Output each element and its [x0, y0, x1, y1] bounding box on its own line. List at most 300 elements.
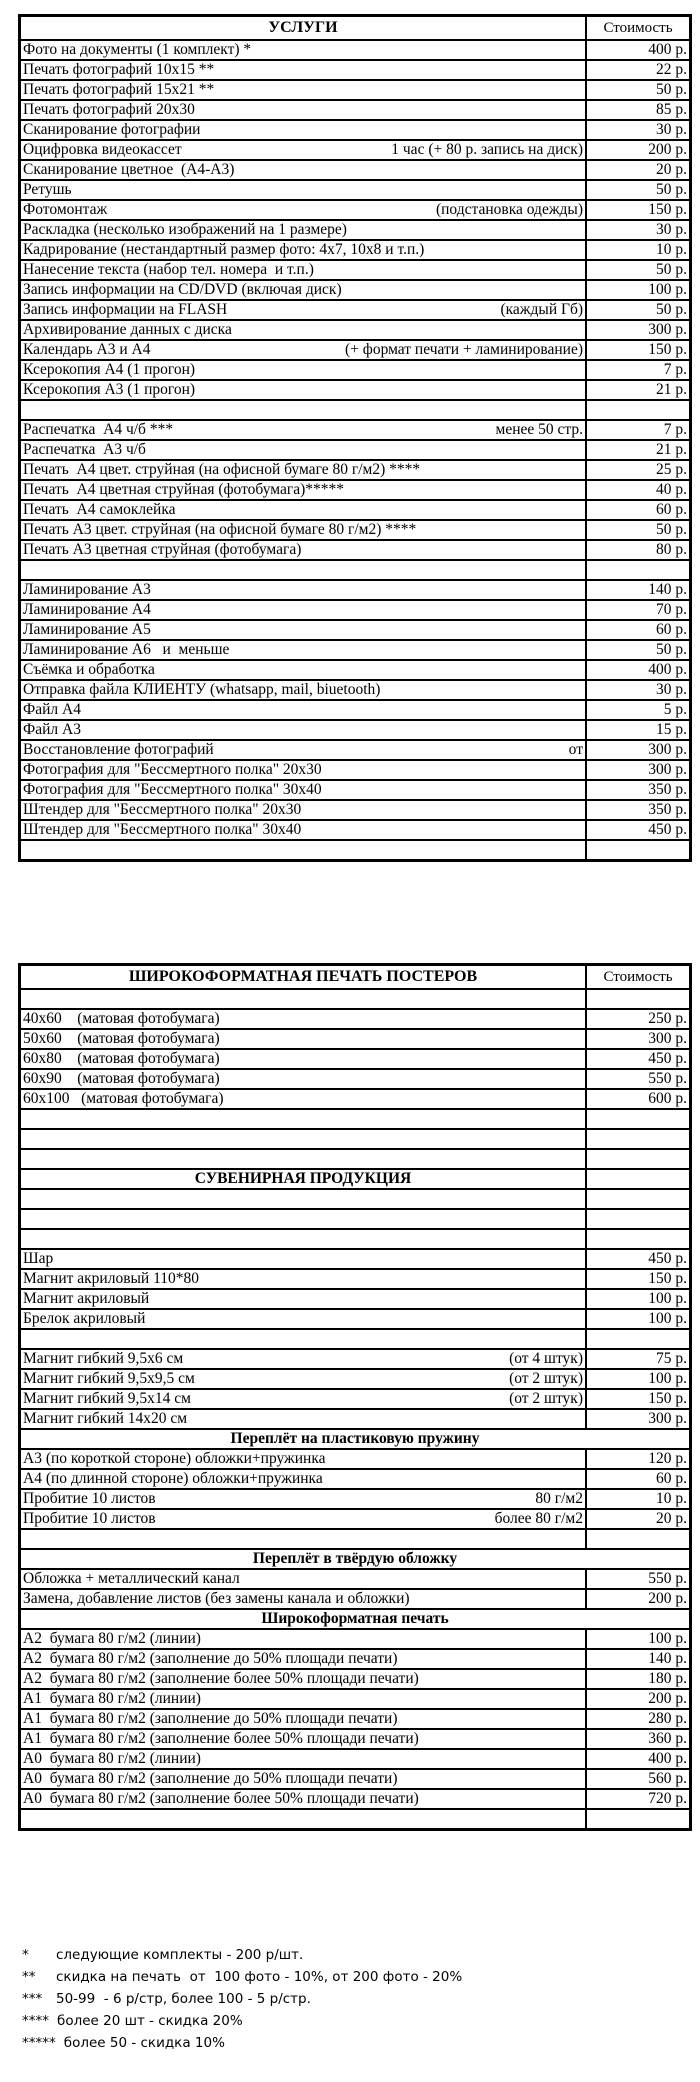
- table-row: [20, 1749, 691, 1769]
- table-row: [20, 340, 691, 360]
- table-row: [20, 80, 691, 100]
- footnote-text: более 50 - скидка 10%: [63, 2035, 225, 2051]
- table-row: [20, 1669, 691, 1689]
- table-row: [20, 540, 691, 560]
- service-name: Отправка файла КЛИЕНТУ (whatsapp, mail, biuetooth): [23, 681, 381, 698]
- service-name: Ламинирование А3: [23, 581, 151, 598]
- footnote: [22, 1988, 462, 2010]
- footnote-mark: *****: [22, 2035, 56, 2051]
- price-cell: 180 р.: [586, 1669, 691, 1689]
- service-name: Сканирование цветное (А4-А3): [23, 161, 235, 178]
- price-cell: 300 р.: [586, 740, 691, 760]
- table-row: [20, 480, 691, 500]
- price-cell: 280 р.: [586, 1709, 691, 1729]
- service-name: Календарь А3 и А4: [23, 341, 151, 358]
- service-name: Шар: [23, 1250, 54, 1267]
- service-name: Ксерокопия А3 (1 прогон): [23, 381, 196, 398]
- price-cell: 80 р.: [586, 540, 691, 560]
- price-cell: 450 р.: [586, 1249, 691, 1269]
- service-name-cell: [20, 1509, 587, 1529]
- service-name: А1 бумага 80 г/м2 (заполнение более 50% площади печати): [23, 1730, 419, 1747]
- service-name-cell: [20, 300, 587, 320]
- service-name: Печать фотографий 10x15 **: [23, 61, 215, 78]
- price-cell: 30 р.: [586, 680, 691, 700]
- service-name-cell: [20, 1649, 587, 1669]
- table-row: [20, 380, 691, 400]
- service-name-cell: [20, 1489, 587, 1509]
- service-name-cell: [20, 1749, 587, 1769]
- service-name-cell: [20, 1709, 587, 1729]
- table-row: [20, 1469, 691, 1489]
- price-cell: 100 р.: [586, 1309, 691, 1329]
- service-name-cell: [20, 280, 587, 300]
- service-name-cell: [20, 520, 587, 540]
- table-row: [20, 120, 691, 140]
- service-name: Печать А4 цветная струйная (фотобумага)*****: [23, 481, 344, 498]
- price-cell: [586, 1189, 691, 1209]
- cost-column-header: Стоимость: [586, 965, 691, 990]
- footnote-text: 50-99 - 6 р/стр, более 100 - 5 р/стр.: [56, 1991, 311, 2007]
- service-name-cell: [20, 480, 587, 500]
- service-name-cell: [20, 1769, 587, 1789]
- service-name-cell: [20, 1109, 587, 1129]
- service-name-cell: [20, 800, 587, 820]
- price-cell: 350 р.: [586, 800, 691, 820]
- service-note: 1 час (+ 80 р. запись на диск): [391, 141, 583, 158]
- table-row: [20, 360, 691, 380]
- empty-row: [20, 560, 691, 580]
- price-cell: [586, 1169, 691, 1189]
- price-cell: 120 р.: [586, 1449, 691, 1469]
- service-name: А2 бумага 80 г/м2 (заполнение до 50% площади печати): [23, 1650, 398, 1667]
- table-row: [20, 40, 691, 60]
- service-name: Штендер для "Бессмертного полка" 30х40: [23, 821, 302, 838]
- service-name-cell: [20, 60, 587, 80]
- price-cell: 50 р.: [586, 520, 691, 540]
- table-row: [20, 1489, 691, 1509]
- subsection-title: СУВЕНИРНАЯ ПРОДУКЦИЯ: [20, 1169, 587, 1189]
- table-row: [20, 200, 691, 220]
- service-name-cell: [20, 1129, 587, 1149]
- table-row: [20, 260, 691, 280]
- footnote: [22, 2010, 462, 2032]
- service-name-cell: [20, 660, 587, 680]
- footnote-text: скидка на печать от 100 фото - 10%, от 200 фото - 20%: [56, 1969, 463, 1985]
- table-row: [20, 1789, 691, 1809]
- service-name-cell: [20, 1269, 587, 1289]
- table-row: [20, 140, 691, 160]
- table-row: [20, 1729, 691, 1749]
- table-row: [20, 440, 691, 460]
- service-name-cell: [20, 680, 587, 700]
- service-name: Печать А3 цвет. струйная (на офисной бумаге 80 г/м2) ****: [23, 521, 417, 538]
- service-name-cell: [20, 400, 587, 420]
- price-cell: 300 р.: [586, 1029, 691, 1049]
- price-cell: 5 р.: [586, 700, 691, 720]
- service-name-cell: [20, 1449, 587, 1469]
- service-name: Фотография для "Бессмертного полка" 20х30: [23, 761, 322, 778]
- price-cell: 20 р.: [586, 160, 691, 180]
- price-cell: 60 р.: [586, 500, 691, 520]
- service-name: Ламинирование А4: [23, 601, 151, 618]
- empty-row: [20, 989, 691, 1009]
- service-name: Печать фотографий 15x21 **: [23, 81, 215, 98]
- table-row: [20, 700, 691, 720]
- price-cell: [586, 1209, 691, 1229]
- table-row: [20, 660, 691, 680]
- service-name: Запись информации на FLASH: [23, 301, 228, 318]
- service-name-cell: [20, 989, 587, 1009]
- footnote-mark: ***: [22, 1991, 43, 2007]
- service-name-cell: [20, 200, 587, 220]
- service-name: Печать А4 самоклейка: [23, 501, 176, 518]
- table-row: [20, 1009, 691, 1029]
- price-cell: 300 р.: [586, 760, 691, 780]
- price-cell: [586, 1109, 691, 1129]
- price-cell: 350 р.: [586, 780, 691, 800]
- service-name-cell: [20, 80, 587, 100]
- service-name-cell: [20, 100, 587, 120]
- price-cell: [586, 840, 691, 861]
- service-name: Нанесение текста (набор тел. номера и т.п.): [23, 261, 314, 278]
- service-name: Магнит гибкий 9,5х14 см: [23, 1390, 191, 1407]
- service-name: Ламинирование А6 и меньше: [23, 641, 230, 658]
- table-row: [20, 420, 691, 440]
- empty-row: [20, 1129, 691, 1149]
- service-name-cell: [20, 1249, 587, 1269]
- service-name-cell: [20, 1069, 587, 1089]
- service-name-cell: [20, 1409, 587, 1429]
- service-name-cell: [20, 420, 587, 440]
- service-name-cell: [20, 1729, 587, 1749]
- price-cell: 10 р.: [586, 1489, 691, 1509]
- service-name-cell: [20, 1329, 587, 1349]
- price-cell: 450 р.: [586, 1049, 691, 1069]
- price-cell: 140 р.: [586, 580, 691, 600]
- service-name-cell: [20, 1689, 587, 1709]
- price-cell: 150 р.: [586, 1389, 691, 1409]
- service-name: Магнит акриловый: [23, 1290, 150, 1307]
- price-cell: 21 р.: [586, 380, 691, 400]
- empty-row: [20, 1229, 691, 1249]
- price-cell: 30 р.: [586, 220, 691, 240]
- service-name: 60x80 (матовая фотобумага): [23, 1050, 220, 1067]
- posters-title: ШИРОКОФОРМАТНАЯ ПЕЧАТЬ ПОСТЕРОВ: [20, 965, 587, 990]
- price-cell: 300 р.: [586, 320, 691, 340]
- service-note: (+ формат печати + ламинирование): [345, 341, 583, 358]
- service-name-cell: [20, 780, 587, 800]
- table-row: [20, 1649, 691, 1669]
- price-cell: 150 р.: [586, 340, 691, 360]
- table-row: [20, 1409, 691, 1429]
- service-name: Печать А4 цвет. струйная (на офисной бумаге 80 г/м2) ****: [23, 461, 421, 478]
- service-name: Архивирование данных с диска: [23, 321, 232, 338]
- table-row: [20, 740, 691, 760]
- table-row: [20, 1589, 691, 1609]
- service-name-cell: [20, 1469, 587, 1489]
- service-name: Магнит гибкий 9,5х6 см: [23, 1350, 184, 1367]
- service-name: А3 (по короткой стороне) обложки+пружинка: [23, 1450, 326, 1467]
- table-row: [20, 1249, 691, 1269]
- price-cell: 15 р.: [586, 720, 691, 740]
- service-name-cell: [20, 1009, 587, 1029]
- service-name-cell: [20, 1289, 587, 1309]
- empty-row: [20, 840, 691, 861]
- price-cell: 10 р.: [586, 240, 691, 260]
- service-name: Ламинирование А5: [23, 621, 151, 638]
- service-name-cell: [20, 740, 587, 760]
- price-cell: 25 р.: [586, 460, 691, 480]
- empty-row: [20, 1329, 691, 1349]
- footnote-text: более 20 шт - скидка 20%: [57, 2013, 243, 2029]
- section-header-row: [20, 1609, 691, 1629]
- service-name: Обложка + металлический канал: [23, 1570, 240, 1587]
- service-name-cell: [20, 640, 587, 660]
- service-name: 60x90 (матовая фотобумага): [23, 1070, 220, 1087]
- service-name: 40x60 (матовая фотобумага): [23, 1010, 220, 1027]
- service-name-cell: [20, 380, 587, 400]
- price-cell: 50 р.: [586, 180, 691, 200]
- table-row: [20, 1369, 691, 1389]
- service-name-cell: [20, 700, 587, 720]
- service-name: Фото на документы (1 комплект) *: [23, 41, 252, 58]
- service-name: Пробитие 10 листов: [23, 1510, 156, 1527]
- table-header-row: [20, 16, 691, 41]
- price-cell: [586, 1529, 691, 1549]
- table-row: [20, 780, 691, 800]
- service-name-cell: [20, 340, 587, 360]
- service-name-cell: [20, 220, 587, 240]
- table-row: [20, 720, 691, 740]
- price-cell: 75 р.: [586, 1349, 691, 1369]
- price-cell: 100 р.: [586, 1289, 691, 1309]
- service-name-cell: [20, 1809, 587, 1830]
- service-name: Распечатка А3 ч/б: [23, 441, 146, 458]
- empty-row: [20, 1209, 691, 1229]
- empty-row: [20, 1809, 691, 1830]
- price-cell: 100 р.: [586, 1369, 691, 1389]
- subsection-header-row: [20, 1169, 691, 1189]
- table-row: [20, 500, 691, 520]
- price-cell: 140 р.: [586, 1649, 691, 1669]
- empty-row: [20, 400, 691, 420]
- footnote-mark: *: [22, 1947, 29, 1963]
- table-header-row: [20, 965, 691, 990]
- price-cell: 450 р.: [586, 820, 691, 840]
- table-row: [20, 1049, 691, 1069]
- price-cell: 40 р.: [586, 480, 691, 500]
- table-row: [20, 640, 691, 660]
- table-row: [20, 520, 691, 540]
- service-name-cell: [20, 440, 587, 460]
- service-name: Пробитие 10 листов: [23, 1490, 156, 1507]
- service-name-cell: [20, 1029, 587, 1049]
- section-header-row: [20, 1549, 691, 1569]
- price-cell: 360 р.: [586, 1729, 691, 1749]
- section-title: Переплёт в твёрдую обложку: [20, 1549, 691, 1569]
- service-note: более 80 г/м2: [494, 1510, 583, 1527]
- service-name-cell: [20, 560, 587, 580]
- table-row: [20, 160, 691, 180]
- price-cell: 50 р.: [586, 640, 691, 660]
- price-cell: 200 р.: [586, 140, 691, 160]
- service-name-cell: [20, 1149, 587, 1169]
- price-cell: 560 р.: [586, 1769, 691, 1789]
- price-cell: [586, 1229, 691, 1249]
- price-cell: [586, 989, 691, 1009]
- service-name-cell: [20, 620, 587, 640]
- service-name-cell: [20, 1049, 587, 1069]
- price-cell: 100 р.: [586, 280, 691, 300]
- service-name: Файл А3: [23, 721, 81, 738]
- price-cell: 7 р.: [586, 420, 691, 440]
- service-name: Штендер для "Бессмертного полка" 20х30: [23, 801, 302, 818]
- service-name-cell: [20, 460, 587, 480]
- price-cell: [586, 1809, 691, 1830]
- service-name: Кадрирование (нестандартный размер фото: 4х7, 10х8 и т.п.): [23, 241, 425, 258]
- service-name-cell: [20, 360, 587, 380]
- empty-row: [20, 1149, 691, 1169]
- table-row: [20, 820, 691, 840]
- service-name-cell: [20, 1569, 587, 1589]
- price-cell: 550 р.: [586, 1569, 691, 1589]
- price-cell: [586, 1129, 691, 1149]
- service-name-cell: [20, 160, 587, 180]
- service-name-cell: [20, 1309, 587, 1329]
- price-cell: [586, 1329, 691, 1349]
- price-cell: [586, 1149, 691, 1169]
- empty-row: [20, 1529, 691, 1549]
- price-cell: 400 р.: [586, 1749, 691, 1769]
- service-name-cell: [20, 1349, 587, 1369]
- table-row: [20, 1509, 691, 1529]
- cost-column-header: Стоимость: [586, 16, 691, 41]
- service-name: А0 бумага 80 г/м2 (заполнение до 50% площади печати): [23, 1770, 398, 1787]
- table-row: [20, 1629, 691, 1649]
- table-row: [20, 620, 691, 640]
- service-name: А4 (по длинной стороне) обложки+пружинка: [23, 1470, 323, 1487]
- price-cell: 50 р.: [586, 260, 691, 280]
- service-name-cell: [20, 1189, 587, 1209]
- service-note: (от 2 штук): [509, 1390, 583, 1407]
- table-row: [20, 1029, 691, 1049]
- price-cell: 7 р.: [586, 360, 691, 380]
- price-cell: 150 р.: [586, 200, 691, 220]
- service-note: от: [568, 741, 583, 758]
- table-row: [20, 1349, 691, 1369]
- service-name-cell: [20, 1089, 587, 1109]
- section-title: Широкоформатная печать: [20, 1609, 691, 1629]
- footnote: [22, 1944, 462, 1966]
- price-cell: [586, 560, 691, 580]
- service-name-cell: [20, 580, 587, 600]
- service-note: (от 2 штук): [509, 1370, 583, 1387]
- service-name: Восстановление фотографий: [23, 741, 214, 758]
- price-cell: 550 р.: [586, 1069, 691, 1089]
- empty-row: [20, 1109, 691, 1129]
- footnote: [22, 1966, 462, 1988]
- footnote-mark: ****: [22, 2013, 49, 2029]
- service-name: Распечатка А4 ч/б ***: [23, 421, 174, 438]
- service-name: 60x100 (матовая фотобумага): [23, 1090, 224, 1107]
- table-row: [20, 60, 691, 80]
- price-cell: 600 р.: [586, 1089, 691, 1109]
- service-name: Файл А4: [23, 701, 81, 718]
- service-name-cell: [20, 40, 587, 60]
- service-name-cell: [20, 1529, 587, 1549]
- service-name: Съёмка и обработка: [23, 661, 155, 678]
- service-name: Раскладка (несколько изображений на 1 размере): [23, 221, 347, 238]
- table-row: [20, 240, 691, 260]
- service-note: (от 4 штук): [509, 1350, 583, 1367]
- table-row: [20, 680, 691, 700]
- table-row: [20, 1089, 691, 1109]
- service-name: 50x60 (матовая фотобумага): [23, 1030, 220, 1047]
- section-title: Переплёт на пластиковую пружину: [20, 1429, 691, 1449]
- price-cell: 250 р.: [586, 1009, 691, 1029]
- table-row: [20, 460, 691, 480]
- service-name: Запись информации на CD/DVD (включая диск): [23, 281, 342, 298]
- price-cell: 50 р.: [586, 80, 691, 100]
- services-title: УСЛУГИ: [20, 16, 587, 41]
- price-cell: 100 р.: [586, 1629, 691, 1649]
- footnote: [22, 2032, 462, 2054]
- service-name: Фотография для "Бессмертного полка" 30х40: [23, 781, 322, 798]
- table-row: [20, 300, 691, 320]
- service-name-cell: [20, 1629, 587, 1649]
- table-row: [20, 1069, 691, 1089]
- footnote-mark: **: [22, 1969, 36, 1985]
- service-name: Оцифровка видеокассет: [23, 141, 182, 158]
- service-name: А0 бумага 80 г/м2 (линии): [23, 1750, 201, 1767]
- price-cell: 720 р.: [586, 1789, 691, 1809]
- service-name-cell: [20, 1789, 587, 1809]
- price-cell: 30 р.: [586, 120, 691, 140]
- table-row: [20, 180, 691, 200]
- service-name-cell: [20, 1229, 587, 1249]
- table-row: [20, 280, 691, 300]
- service-name: А2 бумага 80 г/м2 (линии): [23, 1630, 201, 1647]
- price-cell: 50 р.: [586, 300, 691, 320]
- table-row: [20, 760, 691, 780]
- service-name-cell: [20, 720, 587, 740]
- table-row: [20, 100, 691, 120]
- table-row: [20, 220, 691, 240]
- table-row: [20, 1269, 691, 1289]
- price-cell: 60 р.: [586, 620, 691, 640]
- service-name-cell: [20, 1669, 587, 1689]
- service-name-cell: [20, 320, 587, 340]
- service-name-cell: [20, 260, 587, 280]
- service-name: Замена, добавление листов (без замены канала и обложки): [23, 1590, 410, 1607]
- price-cell: 22 р.: [586, 60, 691, 80]
- section-header-row: [20, 1429, 691, 1449]
- table-row: [20, 1289, 691, 1309]
- service-name-cell: [20, 820, 587, 840]
- table-row: [20, 1769, 691, 1789]
- price-cell: 70 р.: [586, 600, 691, 620]
- service-name: Ксерокопия А4 (1 прогон): [23, 361, 196, 378]
- service-note: менее 50 стр.: [495, 421, 583, 438]
- service-name-cell: [20, 1209, 587, 1229]
- table-row: [20, 1449, 691, 1469]
- service-name-cell: [20, 1389, 587, 1409]
- table-row: [20, 1309, 691, 1329]
- price-cell: 150 р.: [586, 1269, 691, 1289]
- table-row: [20, 800, 691, 820]
- service-name: А0 бумага 80 г/м2 (заполнение более 50% площади печати): [23, 1790, 419, 1807]
- price-cell: 60 р.: [586, 1469, 691, 1489]
